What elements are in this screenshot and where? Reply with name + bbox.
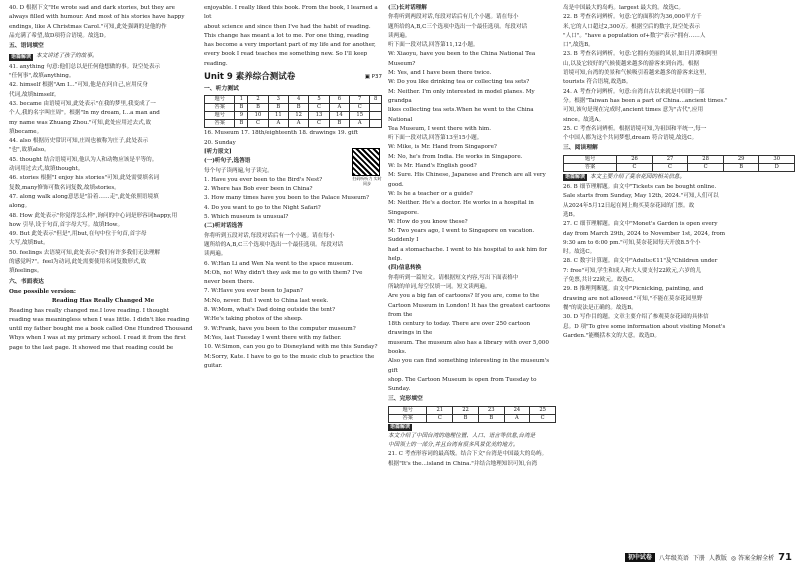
table-cell: B	[248, 104, 268, 112]
table-cell: B	[723, 163, 759, 171]
text-line: 填feelings。	[9, 268, 43, 275]
qr-code-icon	[352, 148, 380, 176]
text-line: my name was Zhuang Zhou."可知,此处应用过去式,故	[9, 119, 152, 126]
footer-term: 下册	[692, 555, 705, 562]
text-line: 29. B 推理判断题。由文中"Picnicking, painting, and	[563, 286, 704, 293]
text-line: about science and since then I've had the habit of reading.	[204, 23, 371, 30]
table-cell: 8	[370, 96, 382, 104]
text-line: guitar.	[204, 362, 223, 369]
table-cell: C	[248, 120, 268, 128]
passage	[388, 292, 556, 394]
text-line: W:He's taking photos of the sheep.	[204, 316, 303, 323]
text-line: 读两遍。	[388, 32, 411, 39]
section-heading-6: 六、书面表达	[9, 278, 44, 285]
text-line: 21. C 考查形容词的最高级。结合下文"台湾是中国最大的岛屿。	[388, 451, 548, 458]
text-line: 6. W:Han Li and Wen Na went to the space museum.	[204, 260, 354, 267]
answer-20: 20. Sunday	[204, 139, 236, 146]
text-line: M:Yes, last Tuesday I went there with my father.	[204, 334, 342, 341]
text-line: M:No, never. But I went to China last week.	[204, 297, 329, 304]
table-row	[389, 406, 556, 414]
text-line: 你将听到五段对话,每段对话后有一个小题。请在每小	[204, 232, 335, 239]
answer-explanations	[9, 63, 197, 277]
text-line: 复数,many修饰可数名词复数,故填stories。	[9, 184, 120, 191]
table-cell: C	[309, 120, 329, 128]
text-line: M: Neither. He's a doctor. He works in a hospital in Singapore.	[388, 200, 534, 216]
text-line: M: Neither. I'm only interested in model planes. My grandpa	[388, 88, 535, 104]
table-cell: 题号	[389, 406, 427, 414]
text-line: endings, like A Christmas Carol."可知,此处强调的是他的作	[9, 23, 167, 30]
text-line: 50. feelings 去语境可知,此处表示"我们有许多我们无法理解	[9, 249, 161, 256]
table-cell: 7	[350, 96, 370, 104]
text-line: along。	[9, 203, 31, 210]
text-line: W: Xiaoyu, have you been to the China National Tea Museum?	[388, 51, 536, 67]
table-cell: 6	[329, 96, 349, 104]
footer-grade: 八年级英语	[658, 555, 689, 562]
text-line: 44. also 根据历史常识可知,庄周也被称为庄子,此处表示	[9, 138, 149, 145]
note-text: 本文讲述了孩子的故事。	[36, 53, 98, 60]
part-4-heading: (四)信息转换	[388, 265, 422, 272]
text-line: 从2024年5月12日起在网上购买莫奈花园的门票。故	[563, 202, 695, 209]
text-line: Are you a big fan of cartoons? If you are, come to the	[388, 293, 540, 300]
text-line: W: Is Mr. Hand's English good?	[388, 163, 477, 170]
text-line: 42. himself 根据"Am I..."可知,他是在问自己,应用反身	[9, 82, 148, 89]
table-cell: 11	[268, 112, 288, 120]
table-cell	[370, 120, 382, 128]
text-line: 口",故选B。	[563, 42, 594, 49]
table-cell: 答案	[564, 163, 617, 171]
answer-21	[388, 450, 556, 469]
text-line: 语境可知,台湾的美景和气候吸引着越来越多的游客来这里,	[563, 70, 707, 77]
text-line: 8. W:Mom, what's Dad doing outside the tent?	[204, 307, 336, 314]
dialog-2	[388, 143, 556, 264]
dialog-1	[388, 50, 556, 134]
part-1-subheading: 每个句子读两遍,句子读完。	[204, 167, 273, 174]
text-line: 2. Where has Bob ever been in China?	[204, 186, 313, 193]
table-cell: 22	[453, 406, 479, 414]
table-row	[564, 155, 795, 163]
text-line: 选B。	[563, 211, 579, 218]
book-icon: ▣	[364, 74, 370, 81]
text-line: 28. C 数字计算题。由文中"Adults:€11"及"Children under	[563, 258, 718, 265]
table-cell: 15	[350, 112, 370, 120]
text-line: 9. W:Frank, have you been to the computer museum?	[204, 325, 356, 332]
table-cell: B	[235, 120, 248, 128]
reading-explanations	[563, 183, 795, 341]
text-line: 动词用过去式,故填thought。	[9, 166, 84, 173]
footer-series-badge: 初中试卷	[625, 553, 655, 562]
text-line: W: How do you know these?	[388, 218, 468, 225]
answer-16-19: 16. Museum 17. 18th/eighteenth 18. drawings 19. gift	[204, 130, 358, 137]
table-cell: 答案	[389, 414, 427, 422]
text-line: 4. Do you want to go to the Night Safari?	[204, 204, 321, 211]
table-cell: B	[329, 120, 349, 128]
text-line: 填became。	[9, 128, 43, 135]
essay-continued	[204, 4, 382, 69]
part-3-intro	[388, 13, 556, 41]
table-cell: 3	[268, 96, 288, 104]
footer-edition: 人教版	[708, 555, 727, 562]
table-cell: B	[268, 104, 288, 112]
text-line: 子免票,共计22欧元。故选C。	[563, 277, 638, 284]
text-line: 40. D 根据下文"He wrote sad and dark stories, but they are	[9, 5, 175, 11]
table-cell: 27	[652, 155, 688, 163]
table-cell: 答案	[205, 120, 235, 128]
qr-caption: 扫码听听力 实时同步	[352, 175, 382, 186]
text-line: 45. thought 结合语境可知,他认为人和动物应该是平等的。	[9, 156, 158, 163]
text-line: 读两遍。	[204, 251, 227, 258]
col1-top-block	[9, 4, 197, 41]
table-cell: 1	[235, 96, 248, 104]
essay-title: Reading Has Really Changed Me	[51, 298, 155, 305]
text-line: 46. stories 根据"I enjoy his stories"可知,此处需要填名词	[9, 175, 160, 182]
text-line: 7: free"可知,学生和成人和大人要支付22欧元,六岁的儿	[563, 267, 702, 274]
text-line: 48. How 此处表示"你觉得怎么样",询问的中心词是形容词happy,用	[9, 212, 178, 219]
dialog-2-heading: 听下面一段对话,回答第13至15小题。	[388, 135, 483, 142]
text-line: 你将听到两段对话,每段对话后有几个小题。请在每小	[388, 14, 519, 21]
text-line: 山,以及它较好的气候使越来越多的游客来到台湾。根据	[563, 60, 700, 67]
page-footer	[625, 552, 792, 563]
text-line: W: Do you like drinking tea or collecting tea sets?	[388, 79, 530, 86]
listening-answer-table	[204, 95, 382, 128]
table-cell: 25	[530, 406, 556, 414]
text-line: Sale starts from Sunday, May 12th, 2024."可知,人们可以	[563, 193, 719, 200]
text-line: until my father bought me a book called One Hundred Thousand	[9, 326, 193, 333]
part-2-heading: (二)听对话选答	[204, 223, 243, 230]
table-cell: A	[504, 414, 530, 422]
text-line: 餐"的说法是正确的。故选B。	[563, 304, 637, 311]
passage-note	[563, 173, 795, 182]
text-line: 25. C 考查名词辨析。根据语境可知,为祖国和平统一,每一	[563, 125, 707, 132]
text-line: 27. C 细节理解题。由文中"Monet's Garden is open every	[563, 221, 718, 228]
part-1-heading: (一)听句子,选答语	[204, 158, 251, 165]
column-2	[204, 4, 382, 371]
table-row	[205, 120, 382, 128]
part-3-heading: (三)长对话理解	[388, 5, 427, 11]
text-line: "也",故填also。	[9, 147, 50, 154]
text-line: 47. along walk along意思是"沿着……走",此处依照语境填	[9, 193, 159, 200]
text-line: Tea Museum, I went there with him.	[388, 125, 492, 132]
text-line: 5. Which museum is unusual?	[204, 214, 289, 221]
text-line: 题所给的A,B,C三个选项中选出一个最佳选项。每段对话	[204, 241, 344, 248]
table-cell: B	[478, 414, 504, 422]
part-4-intro	[388, 274, 556, 293]
unit-page-ref: ▣ P37	[364, 74, 382, 81]
text-line: 7. W:Have you ever been to Japan?	[204, 288, 303, 295]
text-line: 所缺的单词,每空仅填一词。短文读两遍。	[388, 283, 491, 290]
text-line: M: Two years ago, I went to Singapore on vacation. Suddenly I	[388, 228, 535, 244]
text-line: 30. D 写作目的题。文章主要介绍了参观莫奈花园的具体信	[563, 314, 709, 321]
table-cell: 答案	[205, 104, 235, 112]
text-line: 9:30 am to 6:00 pm."可知,莫奈花园每天开放8.5个小	[563, 239, 701, 246]
table-cell: C	[688, 163, 724, 171]
text-line: 息。D 项"To give some information about visiting Monet's	[563, 323, 726, 330]
text-line: how 引导,设于句首,首字母大写。故填How。	[9, 221, 124, 228]
text-line: Cartoon Museum in London! It has the greatest cartoons from the	[388, 302, 550, 318]
text-line: 米,它的人口超过2,300万。根据空后的数字,设空处表示	[563, 23, 701, 30]
text-line: 49. But 此处表示"但是",用but,在句中位于句首,首字母	[9, 231, 147, 238]
text-line: "人口"。"have a population of+数字"表示"拥有……人	[563, 32, 706, 39]
text-line: 可知,该句是现在完成时,ancient times 意为"古代",应用	[563, 107, 704, 114]
table-row	[564, 163, 795, 171]
text-line: day from March 29th, 2024 to November 1st, 2024, from	[563, 230, 726, 237]
text-line: 18th century to today. There are over 250 cartoon drawings in the	[388, 321, 531, 337]
unit-title: Unit 9 素养综合测试卷	[204, 72, 296, 83]
table-cell: A	[329, 104, 349, 112]
text-line: 3. How many times have you been to the Palace Museum?	[204, 195, 370, 202]
table-cell: 4	[289, 96, 309, 104]
page-number: 71	[778, 552, 792, 563]
text-line: 题所给的A,B,C三个选项中选出一个最佳选项。每段对话	[388, 23, 528, 30]
text-line: page to the last page. It showed me that reading could be	[9, 344, 174, 351]
text-line: 岛是中国最大的岛屿。largest 最大的。故选C。	[563, 5, 684, 11]
text-line: 个人,我的名字叫庄周"。根据"In my dream, I...a man and	[9, 110, 160, 117]
text-line: tourists 符合语境,故选B。	[563, 79, 632, 86]
table-cell: 28	[688, 155, 724, 163]
text-line: enjoyable. I really liked this book. From the book, I learned a lot	[204, 5, 378, 21]
table-cell: B	[289, 104, 309, 112]
text-line: 26. B 细节理解题。由文中"Tickets can be bought online.	[563, 184, 717, 191]
part-2-lines	[204, 232, 382, 371]
table-cell: C	[309, 104, 329, 112]
text-line: 22. B 考查名词辨析。句意:它的面积约为36,000平方千	[563, 14, 702, 21]
column-4	[563, 4, 795, 341]
text-line: had a stomachache. I went to his hospital to ask him for help.	[388, 246, 548, 263]
table-cell: C	[427, 414, 453, 422]
table-cell: 题号	[564, 155, 617, 163]
text-line: M:Sorry, Kate. I have to go to the music club to practice the	[204, 353, 375, 360]
text-line: Whys when I was at my primary school. I read it from the first	[9, 335, 186, 342]
text-line: 的感觉吗?"。feel为动词,此处需要使用名词复数形式,故	[9, 259, 147, 266]
text-line: reading.	[204, 60, 228, 67]
text-line: 24. A 考查介词辨析。句意:台湾自古以来就是中国的一部	[563, 88, 705, 95]
table-row	[205, 112, 382, 120]
text-line: W: Mike, is Mr. Hand from Singapore?	[388, 144, 497, 151]
unit-header	[204, 71, 382, 83]
table-row	[389, 414, 556, 422]
table-cell: 21	[427, 406, 453, 414]
table-cell: B	[453, 414, 479, 422]
text-line: 分。根据"Taiwan has been a part of China...ancient times."	[563, 97, 728, 104]
table-cell: 9	[235, 112, 248, 120]
table-cell: 题号	[205, 112, 235, 120]
text-line: 23. B 考查名词辨析。句意:它拥有美丽的风景,如日月潭和阿里	[563, 51, 718, 58]
text-line: shop. The Cartoon Museum is open from Tuesday to Sunday.	[388, 376, 537, 393]
reading-answer-table	[563, 155, 795, 172]
note-lines	[388, 432, 556, 451]
script-title: [听力原文]	[204, 148, 232, 155]
dialog-1-heading: 听下面一段对话,回答第11,12小题。	[388, 42, 479, 49]
section-heading-listening: 一、听力测试	[204, 86, 239, 93]
text-line: Reading has really changed me.I love reading. I thought	[9, 307, 169, 314]
table-cell: 24	[504, 406, 530, 414]
table-cell: A	[289, 120, 309, 128]
table-cell: 14	[329, 112, 349, 120]
table-cell	[370, 112, 382, 120]
text-line: since。故选A。	[563, 116, 605, 123]
table-cell: 题号	[205, 96, 235, 104]
text-line: 41. anything 句意:他们总以是任何他想做的事。设空处表示	[9, 63, 161, 70]
text-line: 中国领土的一部分,并且台湾有很多风景优美的地方。	[388, 442, 519, 449]
table-cell: C	[350, 104, 370, 112]
section-heading-cloze: 三、完形填空	[388, 396, 423, 403]
text-line: Garden."能概括本文的大意。故选D。	[563, 332, 660, 339]
table-row	[205, 96, 382, 104]
table-cell: B	[235, 104, 248, 112]
text-line: This change has meant a lot to me. For one thing, reading	[204, 32, 369, 39]
text-line: "任何事",故填anything。	[9, 73, 75, 80]
text-line: 1. Have you ever been to the Bird's Nest?	[204, 176, 323, 183]
text-line: Also you can find something interesting in the museum's gift	[388, 358, 550, 374]
table-cell: D	[759, 163, 795, 171]
text-line: never been there.	[204, 279, 255, 286]
text-line: 根据"It's the...island in China."并结合地理知识可知,台湾	[388, 460, 538, 467]
table-cell: 10	[248, 112, 268, 120]
text-line: 本文介绍了中国台湾的地理位置、人口、语言等信息,台湾是	[388, 432, 536, 439]
section-heading-reading: 三、阅读理解	[563, 145, 598, 152]
footer-answer-label: ◎ 答案全解全析	[730, 555, 775, 562]
version-label: One possible version:	[9, 288, 76, 295]
text-line: reading was meaningless when I was little. I didn't like reading	[9, 316, 190, 323]
text-line: every book I read teaches me something new. So I'll keep	[204, 51, 368, 58]
note-text: 本文主要介绍了莫奈花园的相关信息。	[590, 173, 686, 180]
note-tag: 语篇解读	[11, 53, 32, 60]
table-cell: C	[617, 163, 653, 171]
passage-note	[9, 52, 197, 61]
table-cell: 2	[248, 96, 268, 104]
table-cell: C	[652, 163, 688, 171]
section-heading-5: 五、语词填空	[9, 43, 44, 50]
table-row	[205, 104, 382, 112]
text-line: 你将听到一篇短文。请根据短文内容,写出下面表格中	[388, 274, 519, 281]
table-cell: 23	[478, 406, 504, 414]
table-cell: C	[530, 414, 556, 422]
text-line: museum. The museum also has a library with over 5,000 books.	[388, 339, 549, 355]
text-line: M: No, he's from India. He works in Singapore.	[388, 153, 523, 160]
table-cell	[370, 104, 382, 112]
text-line: has become a very important part of my life and for another,	[204, 42, 376, 49]
column-1	[9, 4, 197, 353]
text-line: 个中国人都为这个共同梦想,dream 符合语境,故选C。	[563, 135, 698, 142]
table-cell: A	[350, 120, 370, 128]
table-cell: 12	[289, 112, 309, 120]
text-line: 10. W:Simon, can you go to Disneyland with me this Sunday?	[204, 344, 378, 351]
text-line: M: Yes, and I have been there twice.	[388, 70, 492, 77]
text-line: M: Sure. His Chinese, Japanese and French are all very good.	[388, 172, 546, 188]
passage-note	[388, 424, 556, 431]
text-line: likes collecting tea sets.When he went to the China National	[388, 107, 534, 123]
text-line: 大写,故填But。	[9, 240, 49, 247]
table-cell: 30	[759, 155, 795, 163]
column-3	[388, 4, 556, 469]
cloze-explanations	[563, 4, 795, 143]
text-line: W: Is he a teacher or a guide?	[388, 190, 473, 197]
note-tag: 语篇解读	[390, 423, 411, 430]
table-cell: 13	[309, 112, 329, 120]
essay-body	[9, 307, 197, 353]
cloze-answer-table	[388, 406, 556, 423]
text-line: M:Oh, no! Why didn't they ask me to go with them? I've	[204, 269, 363, 276]
text-line: always filled with humour. And most of his stories have happy	[9, 14, 185, 21]
text-line: 时。故选C。	[563, 249, 596, 256]
note-tag: 语篇解读	[565, 173, 586, 180]
qr-code[interactable]	[352, 148, 382, 186]
text-line: drawing are not allowed."可知,"不能在莫奈花园里野	[563, 295, 703, 302]
text-line: 代词,故填himself。	[9, 91, 60, 98]
text-line: 43. became 由语境可知,此处表示"在我的梦里,我变成了一	[9, 100, 156, 107]
table-cell: 26	[617, 155, 653, 163]
table-cell: A	[268, 120, 288, 128]
text-line: 品充满了希望,故D项符合语境。故选D。	[9, 32, 110, 39]
table-cell: 29	[723, 155, 759, 163]
table-cell: 5	[309, 96, 329, 104]
